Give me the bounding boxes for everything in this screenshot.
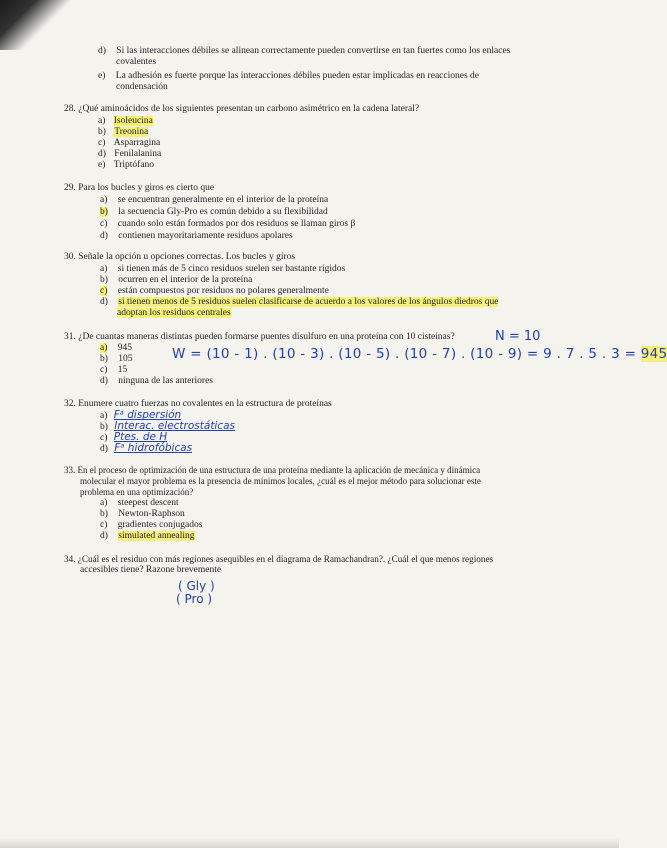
q28-option-b bbox=[98, 127, 148, 138]
option-label: c) bbox=[100, 286, 108, 296]
option-label: e) bbox=[98, 160, 106, 170]
option-label: b) bbox=[100, 354, 108, 364]
q34-prompt-line2: accesibles tiene? Razone brevemente bbox=[80, 565, 222, 575]
option-label: d) bbox=[98, 149, 106, 159]
q31-option-a bbox=[100, 343, 132, 354]
q34-prompt: 34. ¿Cuál es el residuo con más regiones asequibles en el diagrama de Ramachandran?. ¿Cuál el que menos regiones bbox=[64, 554, 494, 564]
q31-option-c bbox=[100, 365, 127, 376]
option-text: si tienen menos de 5 residuos suelen clasificarse de acuerdo a los valores de los ángulos diedros que bbox=[118, 297, 499, 307]
option-label: a) bbox=[100, 498, 108, 508]
scan-bottom-shadow bbox=[0, 838, 619, 848]
q29-prompt: 29. Para los bucles y giros es cierto que bbox=[64, 183, 215, 193]
option-label: b) bbox=[98, 127, 106, 137]
q31-prompt: 31. ¿De cuantas maneras distintas pueden formarse puentes disulfuro en una proteína con 10 cisteínas? bbox=[64, 332, 455, 342]
option-label: c) bbox=[100, 433, 108, 443]
option-text: simulated annealing bbox=[118, 531, 195, 541]
q33-option-c bbox=[100, 520, 202, 531]
formula-result: 945 bbox=[640, 346, 667, 362]
q33-prompt-line3: problema en una optimización? bbox=[80, 487, 194, 497]
q32-option-d bbox=[100, 443, 192, 455]
option-text: Treonina bbox=[114, 127, 149, 137]
option-text: Asparragina bbox=[113, 138, 161, 148]
option-label: d) bbox=[100, 376, 108, 386]
q31-option-d bbox=[100, 376, 213, 387]
option-label: a) bbox=[100, 195, 108, 205]
handwritten-answer: Ptes. de H bbox=[113, 431, 168, 443]
handwritten-answer: Fᵃ hidrofóbicas bbox=[114, 442, 193, 454]
option-text: ocurren en el interior de la proteína bbox=[118, 275, 253, 285]
q33-option-d bbox=[100, 531, 195, 542]
q29-option-c bbox=[100, 219, 355, 230]
option-text: gradientes conjugados bbox=[117, 520, 203, 530]
q31-annotation-n: N = 10 bbox=[495, 329, 541, 344]
q30-option-d bbox=[100, 297, 498, 308]
option-label: c) bbox=[100, 520, 108, 530]
option-label: a) bbox=[100, 264, 108, 274]
q33-option-a bbox=[100, 498, 179, 509]
option-text: cuando solo están formados por dos residuos se llaman giros β bbox=[117, 219, 356, 229]
option-text: 105 bbox=[118, 354, 133, 364]
q28-prompt: 28. ¿Qué aminoácidos de los siguientes presentan un carbono asimétrico en la cadena lateral? bbox=[64, 104, 420, 114]
option-label: b) bbox=[100, 275, 108, 285]
q28-option-c bbox=[98, 138, 160, 149]
option-text: se encuentran generalmente en el interior de la proteína bbox=[117, 195, 329, 205]
q30-prompt: 30. Señale la opción u opciones correctas. Los bucles y giros bbox=[64, 252, 296, 262]
q30-option-c bbox=[100, 286, 329, 297]
formula-text: W = (10 - 1) . (10 - 3) . (10 - 5) . (10 - 7) . (10 - 9) = 9 . 7 . 5 . 3 = bbox=[172, 346, 637, 362]
q33-prompt-line2: molecular el mayor problema es la presencia de mínimos locales, ¿cuál es el mejor método para solucionar este bbox=[80, 476, 481, 486]
option-text: están compuestos por residuos no polares generalmente bbox=[117, 286, 329, 296]
q34-answer-2: ( Pro ) bbox=[176, 592, 213, 606]
q34-answer-1: ( Gly ) bbox=[178, 579, 215, 593]
option-text: Isoleucina bbox=[113, 116, 153, 126]
q33-option-b bbox=[100, 509, 185, 520]
q27-option-d-cont: covalentes bbox=[116, 57, 157, 67]
option-label: c) bbox=[98, 138, 106, 148]
option-text: ninguna de las anteriores bbox=[118, 376, 213, 386]
option-text: si tienen más de 5 cinco residuos suelen ser bastante rígidos bbox=[117, 264, 346, 274]
q28-option-d bbox=[98, 149, 161, 160]
option-text: Newton-Raphson bbox=[118, 509, 185, 519]
option-label: d) bbox=[100, 531, 108, 541]
q30-option-d-cont bbox=[117, 308, 231, 319]
option-label: d) bbox=[100, 297, 108, 307]
option-text: Fenilalanina bbox=[114, 149, 162, 159]
option-label: b) bbox=[100, 509, 108, 519]
q27-option-e-cont: condensación bbox=[116, 82, 168, 92]
q28-option-e bbox=[98, 160, 154, 171]
option-text: contienen mayoritariamente residuos apolares bbox=[118, 231, 293, 241]
option-label: b) bbox=[100, 422, 108, 432]
q30-option-b bbox=[100, 275, 252, 286]
option-label: a) bbox=[100, 411, 108, 421]
q27-option-e bbox=[98, 71, 479, 82]
option-label: d) bbox=[100, 231, 108, 241]
q31-annotation-formula bbox=[172, 346, 667, 362]
option-text: la secuencia Gly-Pro es común debido a su flexibilidad bbox=[118, 207, 328, 217]
q29-option-b bbox=[100, 207, 328, 218]
option-label: b) bbox=[100, 207, 108, 217]
option-label: d) bbox=[98, 46, 106, 56]
q29-option-d bbox=[100, 231, 293, 242]
q28-option-a bbox=[98, 116, 153, 127]
option-text: La adhesión es fuerte porque las interacciones débiles pueden estar implicadas en reacciones de bbox=[115, 71, 479, 81]
option-label: d) bbox=[100, 444, 108, 454]
option-label: a) bbox=[100, 343, 108, 353]
option-label: c) bbox=[100, 219, 108, 229]
q31-option-b bbox=[100, 354, 133, 365]
q30-option-a bbox=[100, 264, 345, 275]
q27-option-d bbox=[98, 46, 510, 57]
option-text: steepest descent bbox=[117, 498, 179, 508]
option-label: e) bbox=[98, 71, 106, 81]
option-label: c) bbox=[100, 365, 108, 375]
option-text: 945 bbox=[117, 343, 133, 353]
handwritten-answer: Interac. electrostáticas bbox=[114, 420, 236, 432]
option-text: Si las interacciones débiles se alinean correctamente pueden convertirse en tan fuertes como los enlaces bbox=[116, 46, 511, 56]
q33-prompt: 33. En el proceso de optimización de una estructura de una proteína mediante la aplicación de mecánica y dinámica bbox=[64, 465, 481, 475]
option-text: Triptófano bbox=[113, 160, 155, 170]
option-text: 15 bbox=[117, 365, 128, 375]
q32-prompt: 32. Enumere cuatro fuerzas no covalentes en la estructura de proteínas bbox=[64, 399, 332, 409]
q29-option-a bbox=[100, 195, 328, 206]
option-text: adoptan los residuos centrales bbox=[117, 308, 231, 318]
handwritten-answer: Fᵃ dispersión bbox=[113, 409, 182, 421]
option-label: a) bbox=[98, 116, 106, 126]
